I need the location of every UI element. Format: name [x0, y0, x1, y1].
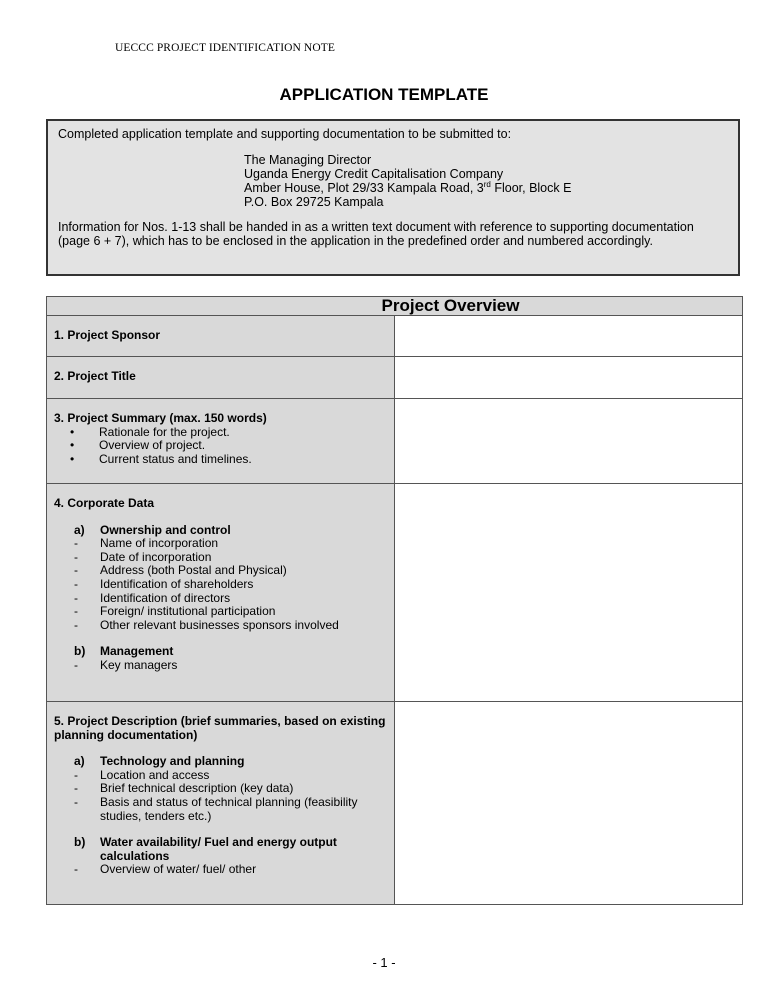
recipient-address — [244, 153, 571, 209]
project-title-label: 2. Project Title — [47, 357, 395, 399]
technology-section: a) Technology and planning - Location and access - Brief technical description (key data) - Basis and status of technical planning (feasibility studies, tenders etc.) — [54, 755, 387, 823]
address-line-4: P.O. Box 29725 Kampala — [244, 195, 384, 209]
project-summary-cell — [47, 399, 395, 484]
submission-intro: Completed application template and supporting documentation to be submitted to: — [58, 127, 512, 141]
submission-note: Information for Nos. 1-13 shall be handed in as a written text document with reference to supporting documentation (page 6 + 7), which has to be enclosed in the application in the predefined order and numbered accordingly. — [58, 220, 694, 248]
project-title-field[interactable] — [395, 357, 743, 399]
project-description-field[interactable] — [395, 702, 743, 905]
project-sponsor-label: 1. Project Sponsor — [47, 316, 395, 357]
table-row — [47, 484, 743, 702]
corporate-data-label: 4. Corporate Data — [54, 496, 155, 510]
address-line-1: The Managing Director — [244, 153, 372, 167]
project-overview-table — [46, 296, 743, 905]
submission-info-box — [46, 119, 740, 276]
list-item: - Overview of water/ fuel/ other — [74, 862, 257, 877]
table-row — [47, 399, 743, 484]
address-line-3: Amber House, Plot 29/33 Kampala Road, 3rd Floor, Block E — [244, 180, 572, 195]
list-item: • Current status and timelines. — [70, 453, 387, 467]
list-item: - Identification of directors — [74, 590, 231, 605]
list-item: - Brief technical description (key data) — [74, 781, 294, 796]
running-header: UECCC PROJECT IDENTIFICATION NOTE — [115, 42, 335, 54]
address-line-2: Uganda Energy Credit Capitalisation Company — [244, 167, 504, 181]
project-description-cell — [47, 702, 395, 905]
project-description-label: 5. Project Description (brief summaries, based on existing planning documentation) — [54, 714, 386, 742]
list-item: • Rationale for the project. — [70, 426, 387, 440]
table-row — [47, 702, 743, 905]
page-title: APPLICATION TEMPLATE — [279, 85, 489, 104]
water-fuel-section: b) Water availability/ Fuel and energy output calculations - Overview of water/ fuel/ other — [54, 836, 387, 877]
list-item: - Name of incorporation — [74, 536, 219, 551]
management-title: Management — [100, 644, 174, 659]
list-item: - Identification of shareholders — [74, 576, 254, 591]
ownership-section: a) Ownership and control - Name of incorporation - Date of incorporation - Address (both Postal and Physical) - Identification of shareholders - Identification of directors - Foreign/ institutional participation - Other relevant businesses sponsors involved — [54, 524, 387, 633]
list-item: • Overview of project. — [70, 439, 387, 453]
project-summary-bullets — [54, 426, 387, 467]
technology-title: Technology and planning — [100, 754, 245, 769]
water-fuel-title: Water availability/ Fuel and energy output calculations — [100, 835, 337, 863]
project-summary-field[interactable] — [395, 399, 743, 484]
page-number: - 1 - — [372, 955, 396, 970]
list-item: - Key managers — [74, 657, 178, 672]
project-summary-label: 3. Project Summary (max. 150 words) — [54, 411, 267, 425]
corporate-data-field[interactable] — [395, 484, 743, 702]
list-item: - Location and access — [74, 767, 210, 782]
list-item: - Basis and status of technical planning (feasibility studies, tenders etc.) — [74, 794, 358, 823]
overview-heading: Project Overview — [47, 297, 743, 316]
project-sponsor-field[interactable] — [395, 316, 743, 357]
corporate-data-cell — [47, 484, 395, 702]
list-item: - Address (both Postal and Physical) — [74, 563, 287, 578]
list-item: - Foreign/ institutional participation — [74, 604, 276, 619]
list-item: - Other relevant businesses sponsors involved — [74, 617, 339, 632]
table-row — [47, 357, 743, 399]
ownership-title: Ownership and control — [100, 522, 231, 537]
overview-header-row — [47, 297, 743, 316]
list-item: - Date of incorporation — [74, 549, 212, 564]
management-section: b) Management - Key managers — [54, 645, 387, 672]
table-row — [47, 316, 743, 357]
